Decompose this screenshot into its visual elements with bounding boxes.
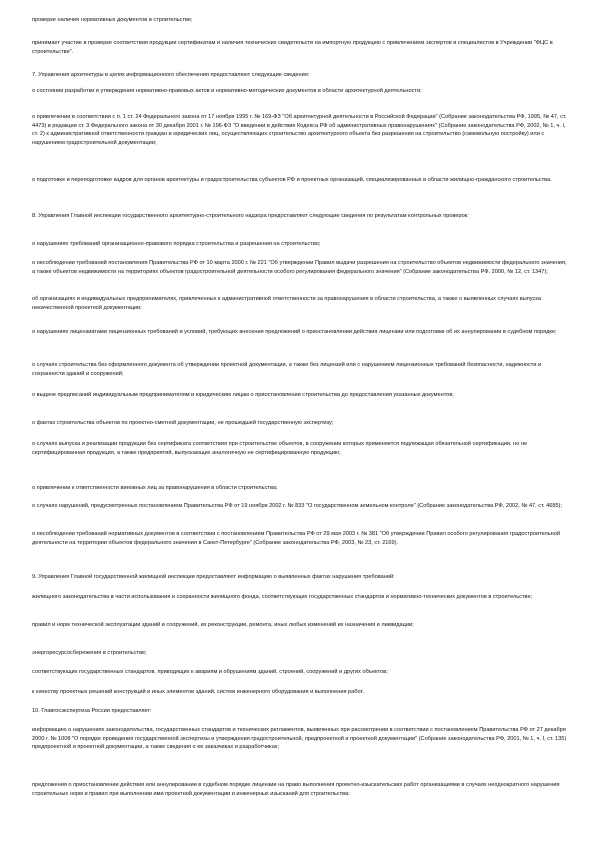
paragraph: энергоресурсосбережения в строительстве;: [32, 650, 147, 656]
paragraph: о фактах строительства объектов по проектно-сметной документации, не прошедшей государственную экспертизу;: [32, 420, 334, 426]
paragraph: жилищного законодательства в части использования и сохранности жилищного фонда, соответствующих государственных стандартов и нормативно-технических документов в строительстве;: [32, 594, 533, 600]
paragraph: о несоблюдении требований постановления Правительства РФ от 10 марта 2000 г. № 221 "Об утверждении Правил выдачи разрешения на строительство объектов недвижимости федерального значения, а также объектов недвижимости на территориях объектов градостроительной деятельности особого регулирования федерального значения" (Собрание законодательства РФ, 2000, № 12, ст. 1347);: [32, 260, 567, 275]
paragraph: проверке наличия нормативных документов в строительстве;: [32, 17, 193, 23]
paragraph: информацию о нарушениях законодательства, государственных стандартов и технических регламентов, выявленных при рассмотрении в соответствии с постановлением Правительства РФ от 27 декабря 2000 г. № 1008 "О порядке проведения государственной экспертизы и утверждения градостроительной, предпроектной и проектной документации" (Собрание законодательства РФ, 2001, № 1, ч. I, ст. 135) предпроектной и проектной документации, а также сведения о ее заказчиках и разработчиках;: [32, 727, 567, 751]
section-heading: 8. Управления Главной инспекции государственного архитектурно-строительного надзора предоставляют следующие сведения по результатам контрольных проверок:: [32, 213, 469, 219]
section-heading: 10. Главгосэкспертиза России предоставляет:: [32, 708, 152, 714]
paragraph: о несоблюдении требований нормативных документов в соответствии с постановлением Правительства РФ от 29 мая 2003 г. № 381 "Об утверждении Правил особого регулирования градостроительной деятельности на территории объектов федерального значения в Санкт-Петербурге" (Собрание законодательства РФ, 2003, № 23, ст. 2169).: [32, 531, 560, 546]
paragraph: о выдаче предписаний индивидуальным предпринимателям и юридическим лицам о приостановлении строительства до предоставления указанных документов;: [32, 392, 454, 398]
paragraph: о привлечении к ответственности виновных лиц за правонарушения в области строительства;: [32, 485, 278, 491]
paragraph: об организациях и индивидуальных предпринимателях, привлеченных к административной ответственности за правонарушения в области строительства, а также о выявленных случаях выпуска некачественной проектной документации;: [32, 296, 542, 311]
paragraph: о нарушениях лицензиатами лицензионных требований и условий, требующих внесения предложений о приостановлении действия лицензии или подготовки об их аннулировании в судебном порядке;: [32, 329, 557, 335]
paragraph: принимает участие в проверке соответствия продукции сертификатам и наличия технических свидетельств на импортную продукцию с привлечением экспертов и специалистов в Учреждении "ФЦС в строительстве".: [32, 40, 553, 55]
paragraph: о подготовке и переподготовке кадров для органов архитектуры и градостроительства субъектов РФ и проектных организаций, специализированных в области жилищно-гражданского строительства.: [32, 177, 552, 183]
paragraph: о случаях выпуска и реализации продукции без сертификата соответствия при строительстве объектов, в сооружении которых применяется подлежащая обязательной сертификации, но не сертифицированная продукция, а также предприятий, выпускающих аналогичную не сертифицированную продукцию;: [32, 441, 528, 456]
section-heading: 7. Управления архитектуры в целях информационного обеспечения предоставляют следующие сведения:: [32, 72, 310, 78]
paragraph: о состоянии разработки и утверждения нормативно-правовых актов и нормативно-методических документов в области архитектурной деятельности;: [32, 88, 422, 94]
paragraph: соответствующих государственных стандартов, приводящих к авариям и обрушениям зданий, строений, сооружений и других объектов;: [32, 669, 388, 675]
paragraph: к качеству проектных решений конструкций и иных элементов зданий, систем инженерного оборудования и выполнения работ.: [32, 689, 364, 695]
paragraph: о случаях строительства без оформленного документа об утверждении проектной документации, а также без лицензий или с нарушением лицензионных требований безопасности, надежности и сохранности зданий и сооружений;: [32, 362, 542, 377]
paragraph: о случаях нарушений, предусмотренных постановлением Правительства РФ от 19 ноября 2002 г. № 833 "О государственном земельном контроле" (Собрание законодательства РФ, 2002, № 47, ст. 4685);: [32, 503, 562, 509]
paragraph: правил и норм технической эксплуатации зданий и сооружений, их реконструкции, ремонта, иных любых изменений их назначения и ликвидации;: [32, 622, 414, 628]
section-heading: 9. Управления Главной государственной жилищной инспекции предоставляют информацию о выявленных фактах нарушения требований:: [32, 574, 395, 580]
paragraph: о привлечении в соответствии с п. 1 ст. 24 Федерального закона от 17 ноября 1995 г. № 169-ФЗ "Об архитектурной деятельности в Российской Федерации" (Собрание законодательства РФ, 1995, № 47, ст. 4473) в редакции ст. 3 Федерального закона от 30 декабря 2001 г. № 196-ФЗ "О введении в действие Кодекса РФ об административных правонарушениях" (Собрание законодательства РФ, 2002, № 1, ч. I, ст. 2) к административной ответственности граждан и юридических лиц, осуществляющих строительство архитектурного объекта без разрешения на строительство (самовольную постройку) или с нарушением градостроительной документации;: [32, 114, 567, 146]
paragraph: предложения о приостановлении действия или аннулировании в судебном порядке лицензии на право выполнения проектно-изыскательских работ организациями в случаях неоднократного нарушения строительных норм и правил при выполнении ими проектной документации и инженерных изысканий для строительства;: [32, 782, 560, 797]
paragraph: о нарушениях требований организационно-правового порядка строительства и разрешения на строительство;: [32, 241, 321, 247]
